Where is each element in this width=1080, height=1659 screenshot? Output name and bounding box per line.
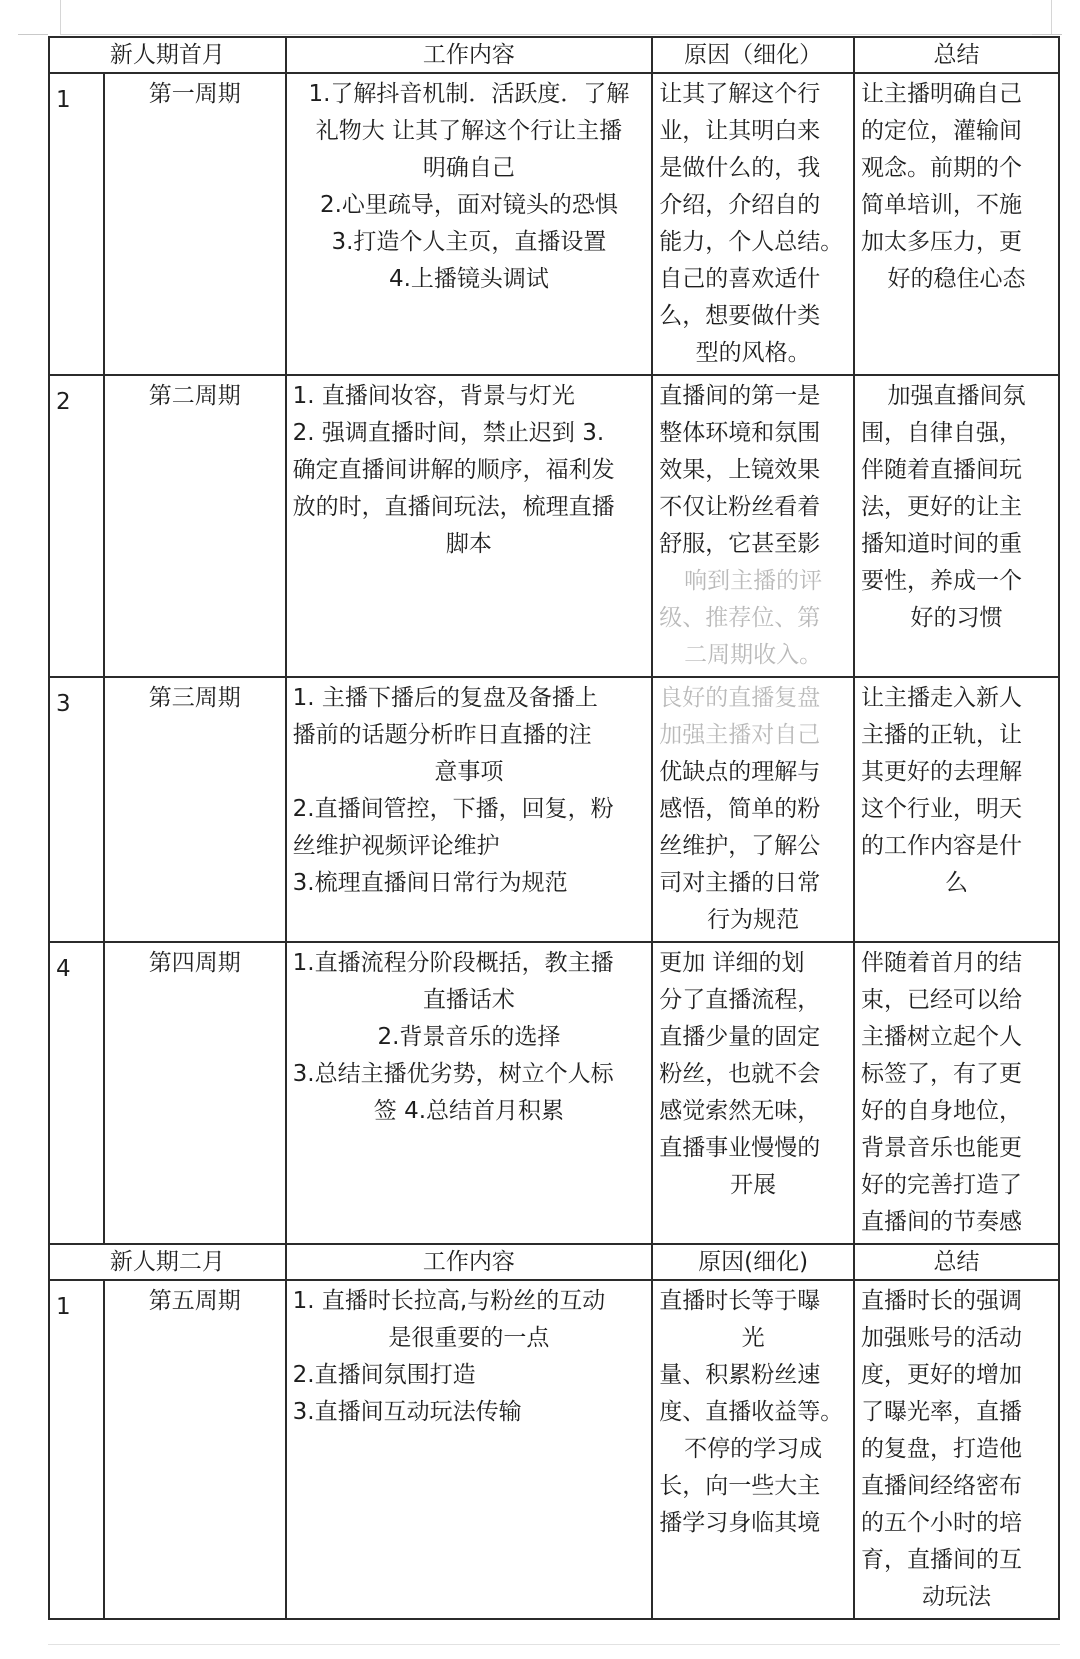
summary-cell <box>854 942 1059 1244</box>
work-cell <box>286 73 653 375</box>
table-row <box>49 375 1059 677</box>
corner-mark-right <box>1032 34 1062 35</box>
reason-line: 型的风格。 <box>695 340 811 366</box>
work-line: 丝维护视频评论维护 <box>292 833 500 859</box>
summary-line: 好的习惯 <box>910 605 1003 631</box>
table-row <box>49 73 1059 375</box>
reason-line: 级、推荐位、第 <box>659 605 821 631</box>
work-line: 4.上播镜头调试 <box>388 266 549 292</box>
reason-line: 感悟，简单的粉 <box>659 796 821 822</box>
summary-line: 简单培训，不施 <box>861 192 1022 218</box>
summary-line: 好的稳住心态 <box>887 266 1026 292</box>
summary-header-cell: 总结 <box>854 1244 1059 1280</box>
reason-line: 直播事业慢慢的 <box>659 1135 821 1161</box>
reason-header-cell: 原因（细化） <box>652 37 854 73</box>
work-line: 1. 直播时长拉高,与粉丝的互动 <box>292 1288 606 1314</box>
work-line: 播前的话题分析昨日直播的注 <box>292 722 592 748</box>
summary-cell <box>854 677 1059 942</box>
reason-line: 丝维护，了解公 <box>659 833 821 859</box>
work-line: 1. 直播间妆容，背景与灯光 <box>292 383 575 409</box>
period-cell: 第四周期 <box>104 942 286 1244</box>
work-line: 直播话术 <box>422 987 515 1013</box>
summary-line: 的复盘，打造他 <box>861 1436 1022 1462</box>
reason-cell <box>652 375 854 677</box>
reason-line: 光 <box>741 1325 765 1351</box>
summary-line: 加强账号的活动 <box>861 1325 1022 1351</box>
work-header-cell: 工作内容 <box>286 37 653 73</box>
row-number: 1 <box>49 1280 104 1619</box>
period-cell: 第三周期 <box>104 677 286 942</box>
work-line: 1.了解抖音机制．活跃度．了解 <box>308 81 630 107</box>
period-header-cell: 新人期二月 <box>49 1244 286 1280</box>
reason-cell <box>652 73 854 375</box>
work-line: 3.总结主播优劣势，树立个人标 <box>292 1061 614 1087</box>
summary-line: 的工作内容是什 <box>861 833 1022 859</box>
reason-line: 良好的直播复盘 <box>659 685 821 711</box>
reason-header-cell: 原因(细化) <box>652 1244 854 1280</box>
summary-cell <box>854 73 1059 375</box>
table-row <box>49 1280 1059 1619</box>
summary-line: 伴随着直播间玩 <box>861 457 1022 483</box>
reason-line: 业，让其明白来 <box>659 118 821 144</box>
month1-header-row <box>49 37 1059 73</box>
summary-line: 动玩法 <box>922 1584 991 1610</box>
work-line: 意事项 <box>434 759 504 785</box>
summary-cell <box>854 1280 1059 1619</box>
summary-line: 直播时长的强调 <box>861 1288 1022 1314</box>
document-page-edge <box>60 0 1052 35</box>
summary-line: 法，更好的让主 <box>861 494 1022 520</box>
period-cell: 第二周期 <box>104 375 286 677</box>
reason-cell <box>652 677 854 942</box>
reason-line: 加强主播对自己 <box>659 722 821 748</box>
reason-line: 分了直播流程， <box>659 987 821 1013</box>
work-line: 2.心里疏导，面对镜头的恐惧 <box>319 192 618 218</box>
summary-line: 观念。前期的个 <box>861 155 1022 181</box>
corner-mark-left <box>18 34 48 35</box>
work-line: 明确自己 <box>422 155 515 181</box>
month2-header-row <box>49 1244 1059 1280</box>
work-line: 3.直播间互动玩法传输 <box>292 1399 522 1425</box>
reason-line: 直播间的第一是 <box>659 383 821 409</box>
reason-line: 开展 <box>730 1172 777 1198</box>
summary-line: 要性，养成一个 <box>861 568 1022 594</box>
reason-line: 优缺点的理解与 <box>659 759 821 785</box>
row-number: 1 <box>49 73 104 375</box>
work-line: 脚本 <box>445 531 492 557</box>
summary-line: 加强直播间氛 <box>887 383 1026 409</box>
work-line: 确定直播间讲解的顺序，福利发 <box>292 457 615 483</box>
page-bottom-rule <box>48 1644 1060 1645</box>
reason-line: 能力，个人总结。 <box>659 229 844 255</box>
summary-line: 的五个小时的培 <box>861 1510 1022 1536</box>
summary-line: 了曝光率，直播 <box>861 1399 1022 1425</box>
summary-line: 主播树立起个人 <box>861 1024 1022 1050</box>
reason-line: 直播少量的固定 <box>659 1024 821 1050</box>
reason-line: 粉丝，也就不会 <box>659 1061 821 1087</box>
reason-line: 度、直播收益等。 <box>659 1399 844 1425</box>
work-line: 1. 主播下播后的复盘及备播上 <box>292 685 598 711</box>
period-cell: 第五周期 <box>104 1280 286 1619</box>
summary-line: 让主播明确自己 <box>861 81 1022 107</box>
summary-line: 束，已经可以给 <box>861 987 1022 1013</box>
work-line: 2. 强调直播时间，禁止迟到 3. <box>292 420 605 446</box>
row-number: 3 <box>49 677 104 942</box>
reason-line: 整体环境和氛围 <box>659 420 821 446</box>
work-cell <box>286 942 653 1244</box>
reason-line: 量、积累粉丝速 <box>659 1362 821 1388</box>
summary-line: 好的完善打造了 <box>861 1172 1022 1198</box>
summary-line: 标签了，有了更 <box>861 1061 1022 1087</box>
reason-line: 是做什么的，我 <box>659 155 821 181</box>
summary-line: 围，自律自强， <box>861 420 1022 446</box>
reason-line: 二周期收入。 <box>684 642 823 668</box>
reason-line: 直播时长等于曝 <box>659 1288 821 1314</box>
reason-line: 自己的喜欢适什 <box>659 266 821 292</box>
summary-line: 让主播走入新人 <box>861 685 1022 711</box>
work-line: 1.直播流程分阶段概括，教主播 <box>292 950 614 976</box>
summary-header-cell: 总结 <box>854 37 1059 73</box>
reason-line: 长，向一些大主 <box>659 1473 821 1499</box>
reason-line: 播学习身临其境 <box>659 1510 821 1536</box>
period-cell: 第一周期 <box>104 73 286 375</box>
summary-line: 直播间经络密布 <box>861 1473 1022 1499</box>
summary-line: 其更好的去理解 <box>861 759 1022 785</box>
table-row <box>49 677 1059 942</box>
reason-cell <box>652 1280 854 1619</box>
reason-line: 不仅让粉丝看着 <box>659 494 821 520</box>
work-line: 是很重要的一点 <box>388 1325 550 1351</box>
work-line: 2.直播间管控，下播，回复，粉 <box>292 796 614 822</box>
period-header-cell: 新人期首月 <box>49 37 286 73</box>
reason-line: 更加 详细的划 <box>659 950 805 976</box>
reason-line: 不停的学习成 <box>684 1436 823 1462</box>
work-line: 签 4.总结首月积累 <box>373 1098 565 1124</box>
summary-line: 背景音乐也能更 <box>861 1135 1022 1161</box>
training-plan-table <box>48 36 1060 1620</box>
summary-line: 这个行业，明天 <box>861 796 1022 822</box>
reason-line: 效果，上镜效果 <box>659 457 821 483</box>
reason-line: 介绍，介绍自的 <box>659 192 821 218</box>
work-cell <box>286 1280 653 1619</box>
reason-line: 么，想要做什类 <box>659 303 821 329</box>
summary-line: 加太多压力，更 <box>861 229 1022 255</box>
reason-line: 司对主播的日常 <box>659 870 821 896</box>
summary-line: 直播间的节奏感 <box>861 1209 1022 1235</box>
summary-line: 的定位，灌输间 <box>861 118 1022 144</box>
reason-line: 舒服，它甚至影 <box>659 531 821 557</box>
summary-line: 伴随着首月的结 <box>861 950 1022 976</box>
work-cell <box>286 677 653 942</box>
summary-line: 主播的正轨，让 <box>861 722 1022 748</box>
work-line: 放的时，直播间玩法，梳理直播 <box>292 494 615 520</box>
table-row <box>49 942 1059 1244</box>
summary-line: 度，更好的增加 <box>861 1362 1022 1388</box>
work-header-cell: 工作内容 <box>286 1244 653 1280</box>
reason-line: 响到主播的评 <box>684 568 823 594</box>
work-line: 3.梳理直播间日常行为规范 <box>292 870 568 896</box>
reason-line: 行为规范 <box>707 907 800 933</box>
reason-cell <box>652 942 854 1244</box>
work-line: 礼物大 让其了解这个行让主播 <box>315 118 623 144</box>
row-number: 2 <box>49 375 104 677</box>
summary-line: 么 <box>945 870 968 896</box>
summary-line: 育，直播间的互 <box>861 1547 1022 1573</box>
row-number: 4 <box>49 942 104 1244</box>
work-cell <box>286 375 653 677</box>
summary-cell <box>854 375 1059 677</box>
summary-line: 播知道时间的重 <box>861 531 1022 557</box>
summary-line: 好的自身地位， <box>861 1098 1022 1124</box>
reason-line: 让其了解这个行 <box>659 81 821 107</box>
work-line: 3.打造个人主页，直播设置 <box>331 229 607 255</box>
work-line: 2.直播间氛围打造 <box>292 1362 476 1388</box>
reason-line: 感觉索然无味， <box>659 1098 821 1124</box>
work-line: 2.背景音乐的选择 <box>377 1024 561 1050</box>
